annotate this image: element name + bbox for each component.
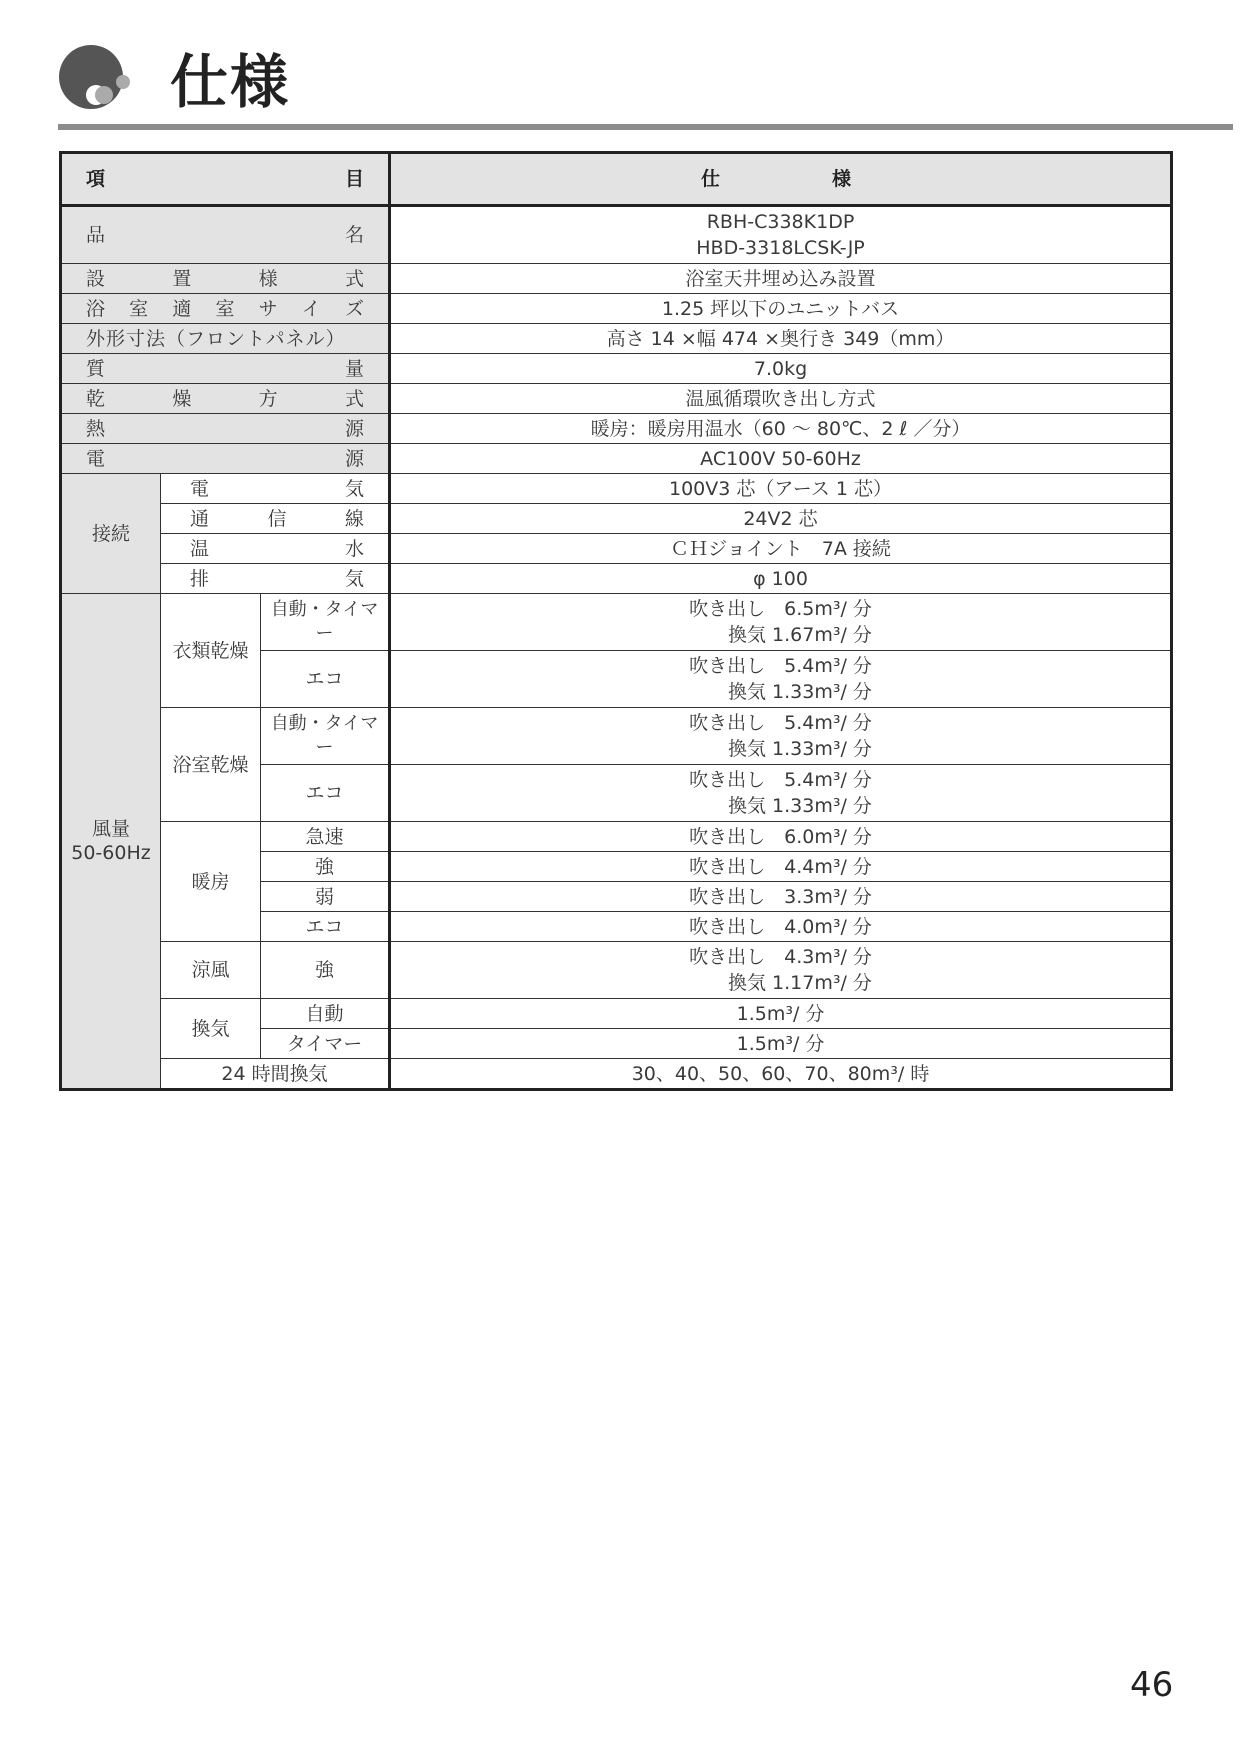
table-row xyxy=(61,564,1172,594)
mode-ifuku: 衣類乾燥 xyxy=(161,594,261,708)
mode-kanki24: 24 時間換気 xyxy=(161,1059,390,1090)
row-label-gaikei: 外形寸法（フロントパネル） xyxy=(61,324,390,354)
airflow-value: 1.5m³/ 分 xyxy=(390,999,1172,1029)
airflow-value: 吹き出し 6.0m³/ 分 xyxy=(390,822,1172,852)
row-label-kanso: 乾 燥 方 式 xyxy=(61,384,390,414)
table-row xyxy=(61,384,1172,414)
submode: 強 xyxy=(261,852,390,882)
submode: 自動 xyxy=(261,999,390,1029)
table-row xyxy=(61,206,1172,264)
section-bullet-icon xyxy=(58,42,148,122)
submode: タイマー xyxy=(261,1029,390,1059)
row-label-setchi: 設 置 様 式 xyxy=(61,264,390,294)
submode: エコ xyxy=(261,765,390,822)
page-title: 仕様 xyxy=(170,48,291,116)
row-value-setchi: 浴室天井埋め込み設置 xyxy=(390,264,1172,294)
table-row xyxy=(61,294,1172,324)
spec-table xyxy=(59,151,1173,1091)
airflow-value: 30、40、50、60、70、80m³/ 時 xyxy=(390,1059,1172,1090)
airflow-value: 吹き出し 4.3m³/ 分 換気 1.17m³/ 分 xyxy=(390,942,1172,999)
submode: エコ xyxy=(261,651,390,708)
table-header xyxy=(61,153,1172,206)
table-row xyxy=(61,444,1172,474)
connection-value: φ 100 xyxy=(390,564,1172,594)
mode-ryofu: 涼風 xyxy=(161,942,261,999)
header-spec: 仕 様 xyxy=(390,153,1172,206)
mode-kanki: 換気 xyxy=(161,999,261,1059)
table-row xyxy=(61,354,1172,384)
row-label-dengen: 電 源 xyxy=(61,444,390,474)
table-row xyxy=(61,504,1172,534)
table-row xyxy=(61,264,1172,294)
header-item: 項 目 xyxy=(61,153,390,206)
submode: 自動・タイマー xyxy=(261,708,390,765)
airflow-value: 吹き出し 5.4m³/ 分 換気 1.33m³/ 分 xyxy=(390,708,1172,765)
table-row xyxy=(61,1059,1172,1090)
airflow-value: 吹き出し 4.0m³/ 分 xyxy=(390,912,1172,942)
table-row xyxy=(61,708,1172,765)
table-row xyxy=(61,324,1172,354)
row-value-dengen: AC100V 50-60Hz xyxy=(390,444,1172,474)
connection-value: 100V3 芯（アース 1 芯） xyxy=(390,474,1172,504)
table-row xyxy=(61,534,1172,564)
submode: 急速 xyxy=(261,822,390,852)
connection-value: ＣＨジョイント 7A 接続 xyxy=(390,534,1172,564)
connection-group-label: 接続 xyxy=(61,474,161,594)
mode-yokushitsu: 浴室乾燥 xyxy=(161,708,261,822)
connection-value: 24V2 芯 xyxy=(390,504,1172,534)
page-number: 46 xyxy=(1130,1665,1174,1705)
submode: エコ xyxy=(261,912,390,942)
airflow-value: 吹き出し 5.4m³/ 分 換気 1.33m³/ 分 xyxy=(390,651,1172,708)
airflow-value: 1.5m³/ 分 xyxy=(390,1029,1172,1059)
row-value-hinmei: RBH-C338K1DP HBD-3318LCSK-JP xyxy=(390,206,1172,264)
table-row xyxy=(61,999,1172,1029)
connection-label: 排 気 xyxy=(161,564,390,594)
row-value-size: 1.25 坪以下のユニットバス xyxy=(390,294,1172,324)
title-divider xyxy=(58,124,1233,130)
airflow-value: 吹き出し 6.5m³/ 分 換気 1.67m³/ 分 xyxy=(390,594,1172,651)
table-row xyxy=(61,594,1172,651)
connection-label: 通 信 線 xyxy=(161,504,390,534)
table-row xyxy=(61,414,1172,444)
submode: 自動・タイマー xyxy=(261,594,390,651)
mode-danbo: 暖房 xyxy=(161,822,261,942)
row-value-shitsuryo: 7.0kg xyxy=(390,354,1172,384)
row-label-shitsuryo: 質 量 xyxy=(61,354,390,384)
row-value-kanso: 温風循環吹き出し方式 xyxy=(390,384,1172,414)
row-label-hinmei: 品 名 xyxy=(61,206,390,264)
submode: 弱 xyxy=(261,882,390,912)
airflow-value: 吹き出し 5.4m³/ 分 換気 1.33m³/ 分 xyxy=(390,765,1172,822)
table-row xyxy=(61,474,1172,504)
airflow-group-label: 風量 50-60Hz xyxy=(61,594,161,1090)
page-header xyxy=(58,40,1233,130)
airflow-value: 吹き出し 4.4m³/ 分 xyxy=(390,852,1172,882)
table-row xyxy=(61,822,1172,852)
connection-label: 温 水 xyxy=(161,534,390,564)
connection-label: 電 気 xyxy=(161,474,390,504)
row-label-netsugen: 熱 源 xyxy=(61,414,390,444)
submode: 強 xyxy=(261,942,390,999)
airflow-value: 吹き出し 3.3m³/ 分 xyxy=(390,882,1172,912)
table-row xyxy=(61,942,1172,999)
row-value-gaikei: 高さ 14 ×幅 474 ×奥行き 349（mm） xyxy=(390,324,1172,354)
row-label-size: 浴 室 適 室 サ イ ズ xyxy=(61,294,390,324)
row-value-netsugen: 暖房：暖房用温水（60 ～ 80℃、2 ℓ ／分） xyxy=(390,414,1172,444)
